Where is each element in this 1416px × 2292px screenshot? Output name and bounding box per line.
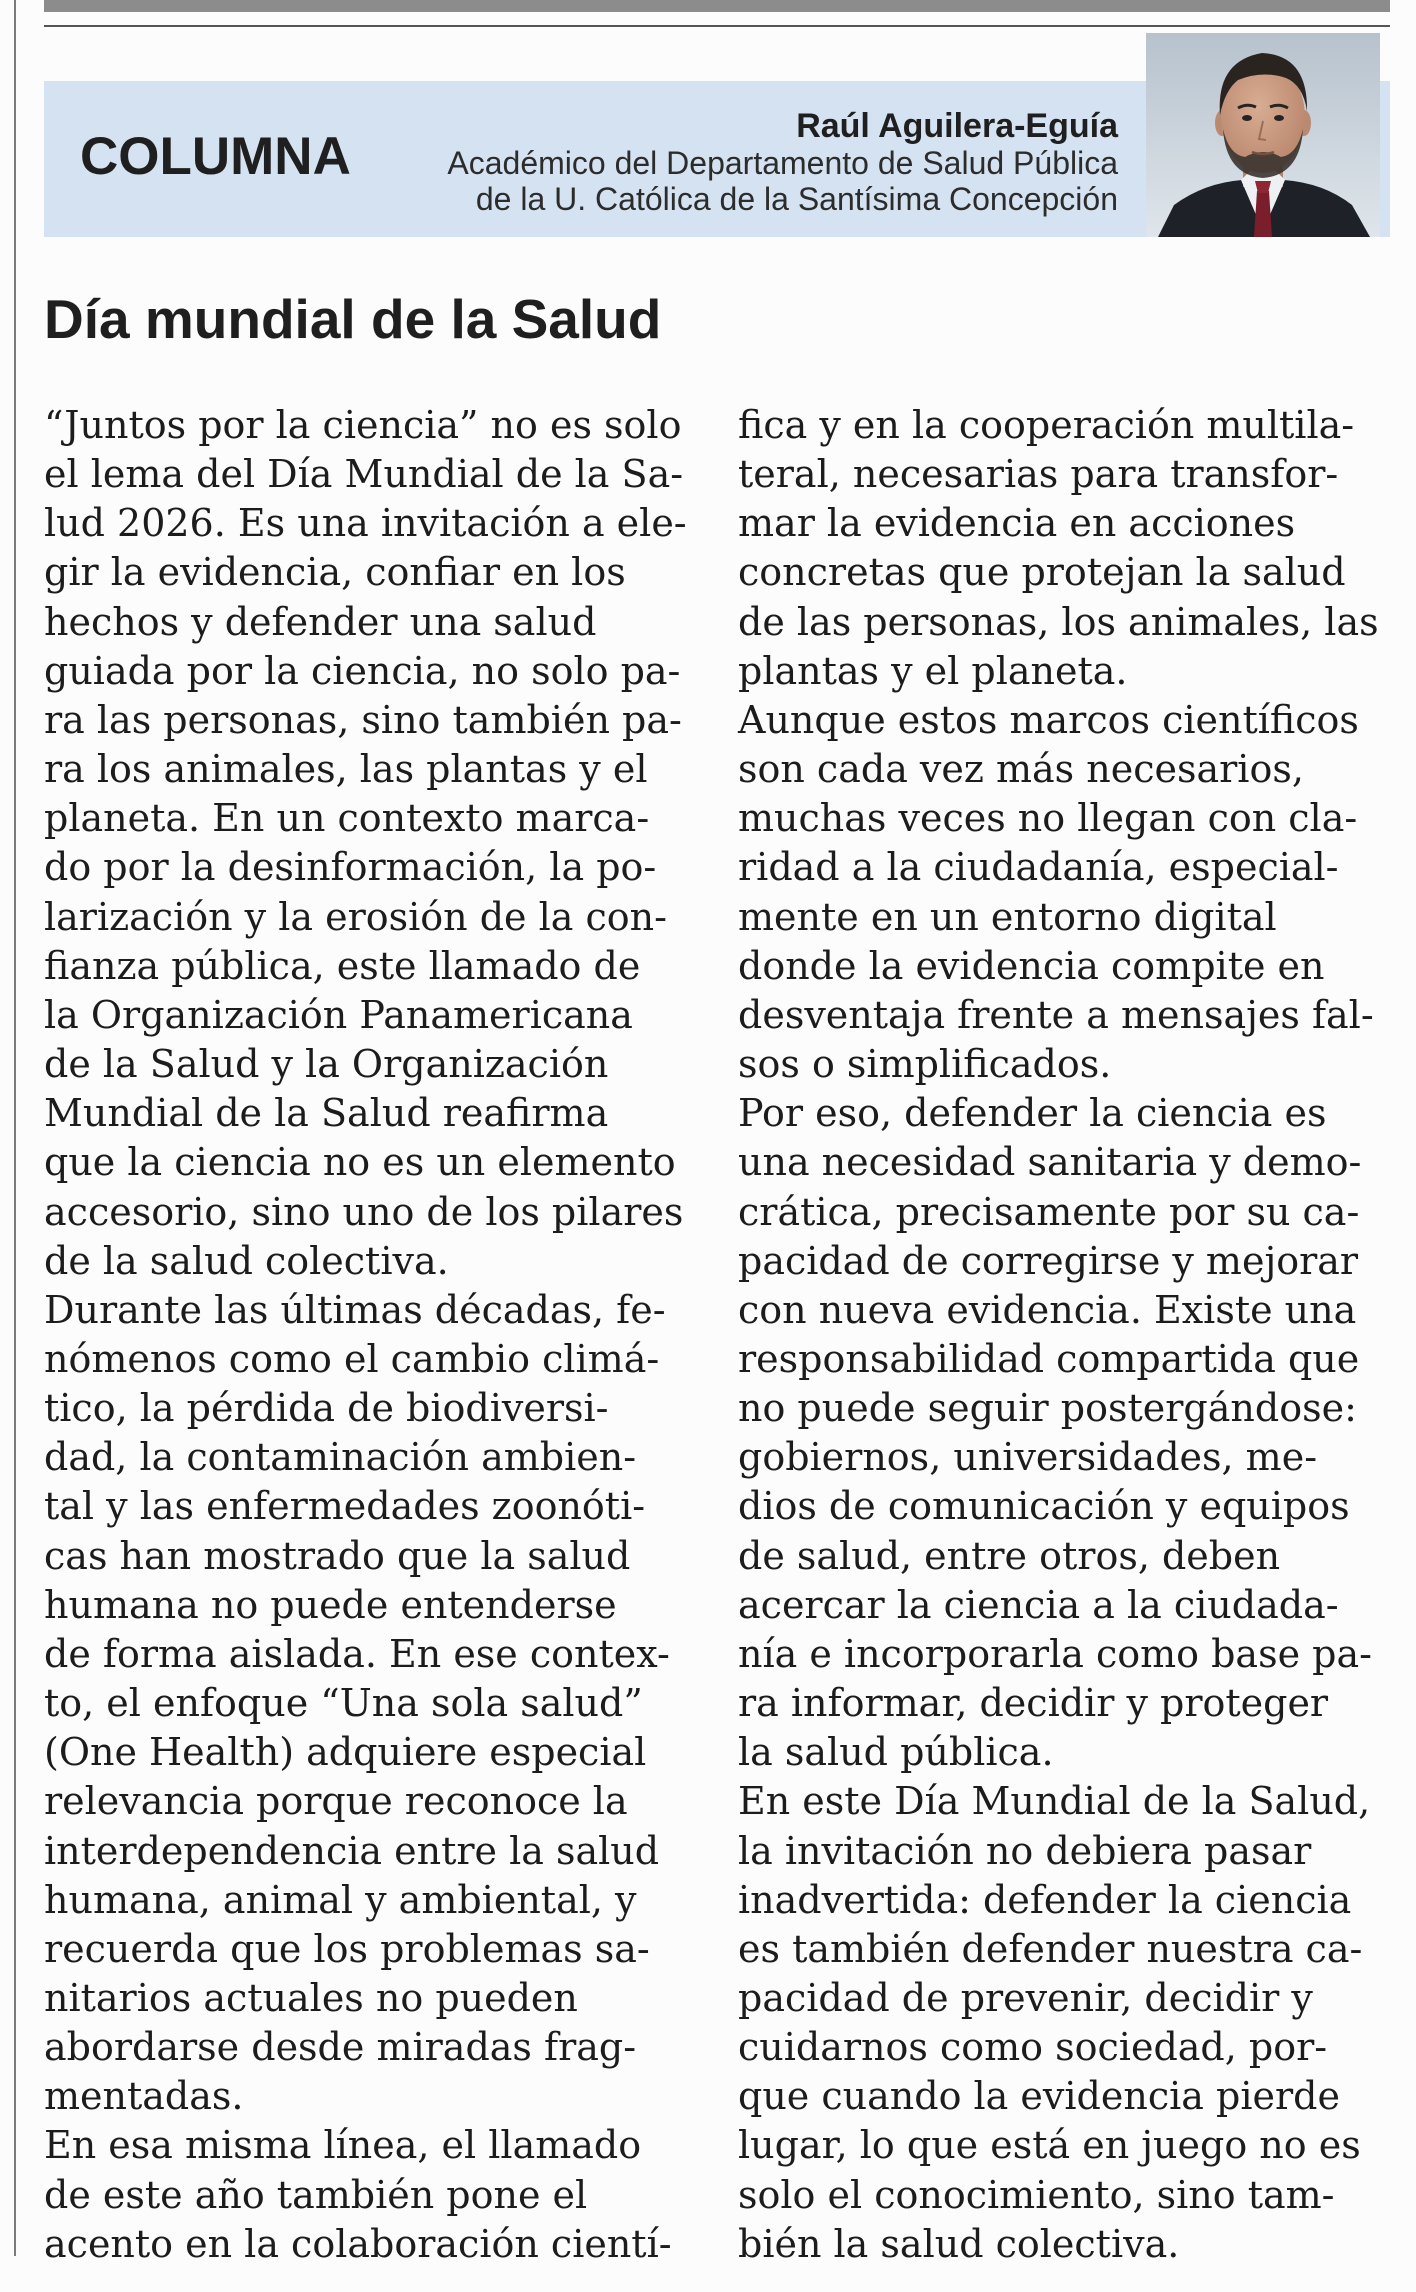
text-line: es también defender nuestra ca- [738, 1926, 1363, 1971]
text-line: concretas que protejan la salud [738, 550, 1346, 595]
text-line: guiada por la ciencia, no solo pa- [44, 648, 681, 693]
text-line: solo el conocimiento, sino tam- [738, 2172, 1335, 2217]
article-column-left [44, 401, 704, 2269]
page-top-rule [44, 25, 1390, 27]
text-line: que la ciencia no es un elemento [44, 1140, 676, 1185]
text-line: recuerda que los problemas sa- [44, 1926, 650, 1971]
text-line: En este Día Mundial de la Salud, [738, 1779, 1371, 1824]
text-line: dios de comunicación y equipos [738, 1484, 1350, 1529]
text-line: sos o simplificados. [738, 1042, 1112, 1087]
text-line: mentadas. [44, 2074, 244, 2119]
text-line: son cada vez más necesarios, [738, 747, 1304, 792]
page-left-rule [14, 0, 16, 2256]
text-line: interdependencia entre la salud [44, 1828, 660, 1873]
text-line: la salud pública. [738, 1730, 1054, 1775]
text-line: hechos y defender una salud [44, 599, 597, 644]
author-affiliation-line: de la U. Católica de la Santísima Concepción [475, 181, 1118, 217]
text-line: lugar, lo que está en juego no es [738, 2123, 1361, 2168]
text-line: acento en la colaboración cientí- [44, 2221, 672, 2266]
text-line: desventaja frente a mensajes fal- [738, 992, 1374, 1037]
text-line: de forma aislada. En ese contex- [44, 1631, 670, 1676]
text-line: muchas veces no llegan con cla- [738, 796, 1358, 841]
article-title: Día mundial de la Salud [44, 288, 662, 350]
text-line: donde la evidencia compite en [738, 943, 1325, 988]
text-line: teral, necesarias para transfor- [738, 452, 1339, 497]
author-affiliation-line: Académico del Departamento de Salud Pública [447, 145, 1118, 181]
text-line: humana, animal y ambiental, y [44, 1877, 637, 1922]
text-line: nitarios actuales no pueden [44, 1976, 578, 2020]
text-line: cuidarnos como sociedad, por- [738, 2025, 1328, 2070]
text-line: con nueva evidencia. Existe una [738, 1287, 1357, 1332]
text-line: Mundial de la Salud reafirma [44, 1091, 609, 1136]
text-line: de la salud colectiva. [44, 1238, 449, 1283]
text-line: nómenos como el cambio climá- [44, 1336, 660, 1381]
text-line: bién la salud colectiva. [738, 2221, 1180, 2266]
text-line: el lema del Día Mundial de la Sa- [44, 452, 684, 497]
text-line: plantas y el planeta. [738, 648, 1128, 693]
text-line: de las personas, los animales, las [738, 599, 1379, 644]
text-line: Por eso, defender la ciencia es [738, 1091, 1327, 1136]
text-line: la Organización Panamericana [44, 992, 633, 1037]
text-line: ra los animales, las plantas y el [44, 747, 648, 792]
text-line: fianza pública, este llamado de [44, 943, 641, 988]
text-line: una necesidad sanitaria y demo- [738, 1140, 1362, 1185]
text-line: mar la evidencia en acciones [738, 501, 1296, 546]
text-line: de la Salud y la Organización [44, 1042, 609, 1087]
text-line: responsabilidad compartida que [738, 1336, 1360, 1381]
text-line: nía e incorporarla como base pa- [738, 1631, 1372, 1676]
text-line: pacidad de prevenir, decidir y [738, 1976, 1313, 2020]
text-line: gobiernos, universidades, me- [738, 1435, 1318, 1480]
article-column-right [738, 401, 1398, 2269]
author-photo [1146, 33, 1380, 237]
text-line: tico, la pérdida de biodiversi- [44, 1386, 609, 1431]
text-line: la invitación no debiera pasar [738, 1828, 1312, 1873]
text-line: to, el enfoque “Una sola salud” [44, 1681, 643, 1726]
page-top-bar [44, 0, 1390, 12]
text-line: En esa misma línea, el llamado [44, 2123, 642, 2168]
text-line: cas han mostrado que la salud [44, 1533, 631, 1578]
text-line: pacidad de corregirse y mejorar [738, 1238, 1359, 1283]
text-line: mente en un entorno digital [738, 894, 1277, 939]
text-line: Aunque estos marcos científicos [738, 697, 1359, 742]
text-line: humana no puede entenderse [44, 1582, 617, 1627]
text-line: dad, la contaminación ambien- [44, 1435, 637, 1480]
author-name: Raúl Aguilera-Eguía [796, 107, 1118, 145]
text-line: de este año también pone el [44, 2172, 588, 2217]
text-line: crática, precisamente por su ca- [738, 1189, 1360, 1234]
text-line: ra informar, decidir y proteger [738, 1681, 1329, 1726]
text-line: (One Health) adquiere especial [44, 1730, 647, 1775]
text-line: de salud, entre otros, deben [738, 1533, 1281, 1578]
text-line: ra las personas, sino también pa- [44, 697, 682, 742]
section-label: COLUMNA [80, 127, 351, 186]
text-line: que cuando la evidencia pierde [738, 2074, 1340, 2119]
text-line: ridad a la ciudadanía, especial- [738, 845, 1339, 890]
text-line: gir la evidencia, confiar en los [44, 550, 626, 595]
text-line: acercar la ciencia a la ciudada- [738, 1582, 1339, 1627]
text-line: lud 2026. Es una invitación a ele- [44, 501, 687, 546]
text-line: larización y la erosión de la con- [44, 894, 667, 939]
text-line: tal y las enfermedades zoonóti- [44, 1484, 646, 1529]
text-line: relevancia porque reconoce la [44, 1779, 628, 1824]
text-line: no puede seguir postergándose: [738, 1386, 1357, 1431]
text-line: fica y en la cooperación multila- [738, 403, 1355, 447]
text-line: planeta. En un contexto marca- [44, 796, 650, 841]
text-line: inadvertida: defender la ciencia [738, 1877, 1352, 1922]
text-line: abordarse desde miradas frag- [44, 2025, 637, 2070]
text-line: accesorio, sino uno de los pilares [44, 1189, 684, 1234]
text-line: Durante las últimas décadas, fe- [44, 1287, 666, 1332]
text-line: do por la desinformación, la po- [44, 845, 657, 890]
text-line: “Juntos por la ciencia” no es solo [44, 403, 682, 447]
